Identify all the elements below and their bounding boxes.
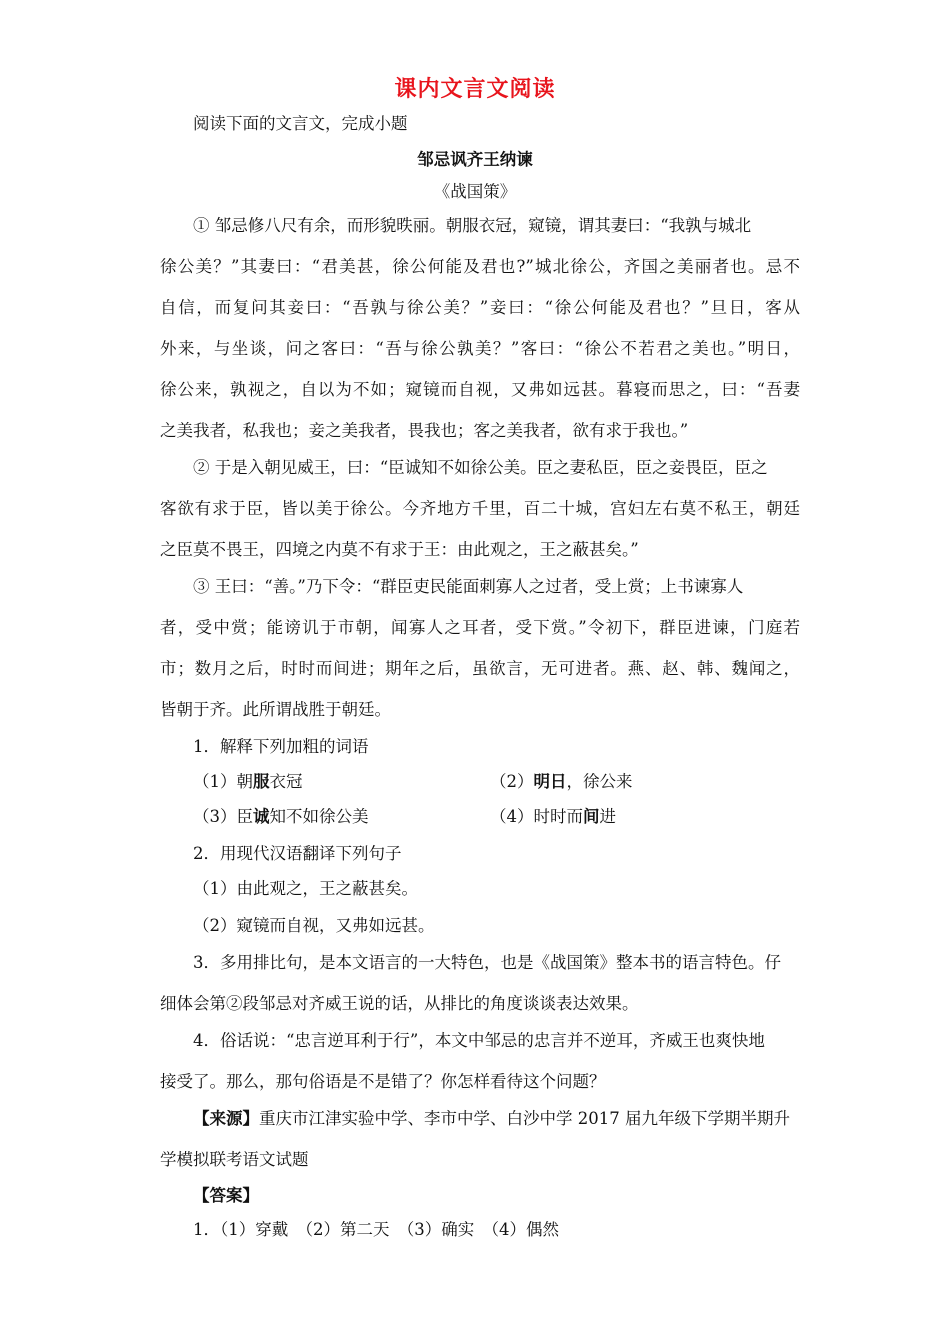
source-label: 【来源】 (193, 1109, 259, 1128)
question-2-sentence-1: （1）由此观之，王之蔽甚矣。 (193, 879, 418, 898)
paragraph-1-line: 自信，而复问其妾曰：“吾孰与徐公美？”妾曰：“徐公何能及君也？”旦日，客从 (160, 298, 800, 317)
paragraph-1-line: 之美我者，私我也；妾之美我者，畏我也；客之美我者，欲有求于我也。” (160, 421, 689, 440)
question-4-line: 4．俗话说：“忠言逆耳利于行”，本文中邹忌的忠言并不逆耳，齐威王也爽快地 (193, 1031, 765, 1050)
paragraph-1-line: ① 邹忌修八尺有余，而形貌昳丽。朝服衣冠，窥镜，谓其妻曰：“我孰与城北 (193, 216, 752, 235)
question-2-sentence-2: （2）窥镜而自视，又弗如远甚。 (193, 916, 435, 935)
answer-label: 【答案】 (193, 1186, 259, 1205)
paragraph-2-line: ② 于是入朝见威王，曰：“臣诚知不如徐公美。臣之妻私臣，臣之妾畏臣，臣之 (193, 458, 768, 477)
question-4-line: 接受了。那么，那句俗语是不是错了？你怎样看待这个问题？ (160, 1072, 606, 1091)
question-1-item-3: （3）臣诚知不如徐公美 (193, 807, 369, 826)
paragraph-3-line: ③ 王曰：“善。”乃下令：“群臣吏民能面刺寡人之过者，受上赏；上书谏寡人 (193, 577, 744, 596)
paragraph-3-line: 市；数月之后，时时而间进；期年之后，虽欲言，无可进者。燕、赵、韩、魏闻之， (160, 659, 800, 678)
paragraph-2-line: 客欲有求于臣，皆以美于徐公。今齐地方千里，百二十城，宫妇左右莫不私王，朝廷 (160, 499, 800, 518)
paragraph-1-line: 徐公来，孰视之，自以为不如；窥镜而自视，又弗如远甚。暮寝而思之，曰：“吾妻 (160, 380, 800, 399)
source-line: 【来源】重庆市江津实验中学、李市中学、白沙中学 2017 届九年级下学期半期升 (193, 1109, 790, 1128)
passage-source: 《战国策》 (433, 182, 517, 201)
paragraph-3-line: 者，受中赏；能谤讥于市朝，闻寡人之耳者，受下赏。”令初下，群臣进谏，门庭若 (160, 618, 800, 637)
answer-1: 1．（1）穿戴 （2）第二天 （3）确实 （4）偶然 (193, 1220, 559, 1239)
question-1-item-4: （4）时时而间进 (490, 807, 616, 826)
passage-title: 邹忌讽齐王纳谏 (417, 150, 533, 169)
paragraph-1-line: 外来，与坐谈，问之客曰：“吾与徐公孰美？”客曰：“徐公不若君之美也。”明日， (160, 339, 800, 358)
source-line: 学模拟联考语文试题 (160, 1150, 309, 1169)
instruction: 阅读下面的文言文，完成小题 (193, 114, 408, 133)
page-title: 课内文言文阅读 (394, 76, 556, 102)
question-1-item-2: （2）明日，徐公来 (490, 772, 633, 791)
question-1-stem: 1．解释下列加粗的词语 (193, 737, 369, 756)
question-2-stem: 2．用现代汉语翻译下列句子 (193, 844, 402, 863)
question-3-line: 细体会第②段邹忌对齐威王说的话，从排比的角度谈谈表达效果。 (160, 994, 639, 1013)
question-3-line: 3．多用排比句，是本文语言的一大特色，也是《战国策》整本书的语言特色。仔 (193, 953, 781, 972)
paragraph-3-line: 皆朝于齐。此所谓战胜于朝廷。 (160, 700, 391, 719)
question-1-item-1: （1）朝服衣冠 (193, 772, 303, 791)
paragraph-1-line: 徐公美？”其妻曰：“君美甚，徐公何能及君也?”城北徐公，齐国之美丽者也。忌不 (160, 257, 800, 276)
paragraph-2-line: 之臣莫不畏王，四境之内莫不有求于王：由此观之，王之蔽甚矣。” (160, 540, 639, 559)
